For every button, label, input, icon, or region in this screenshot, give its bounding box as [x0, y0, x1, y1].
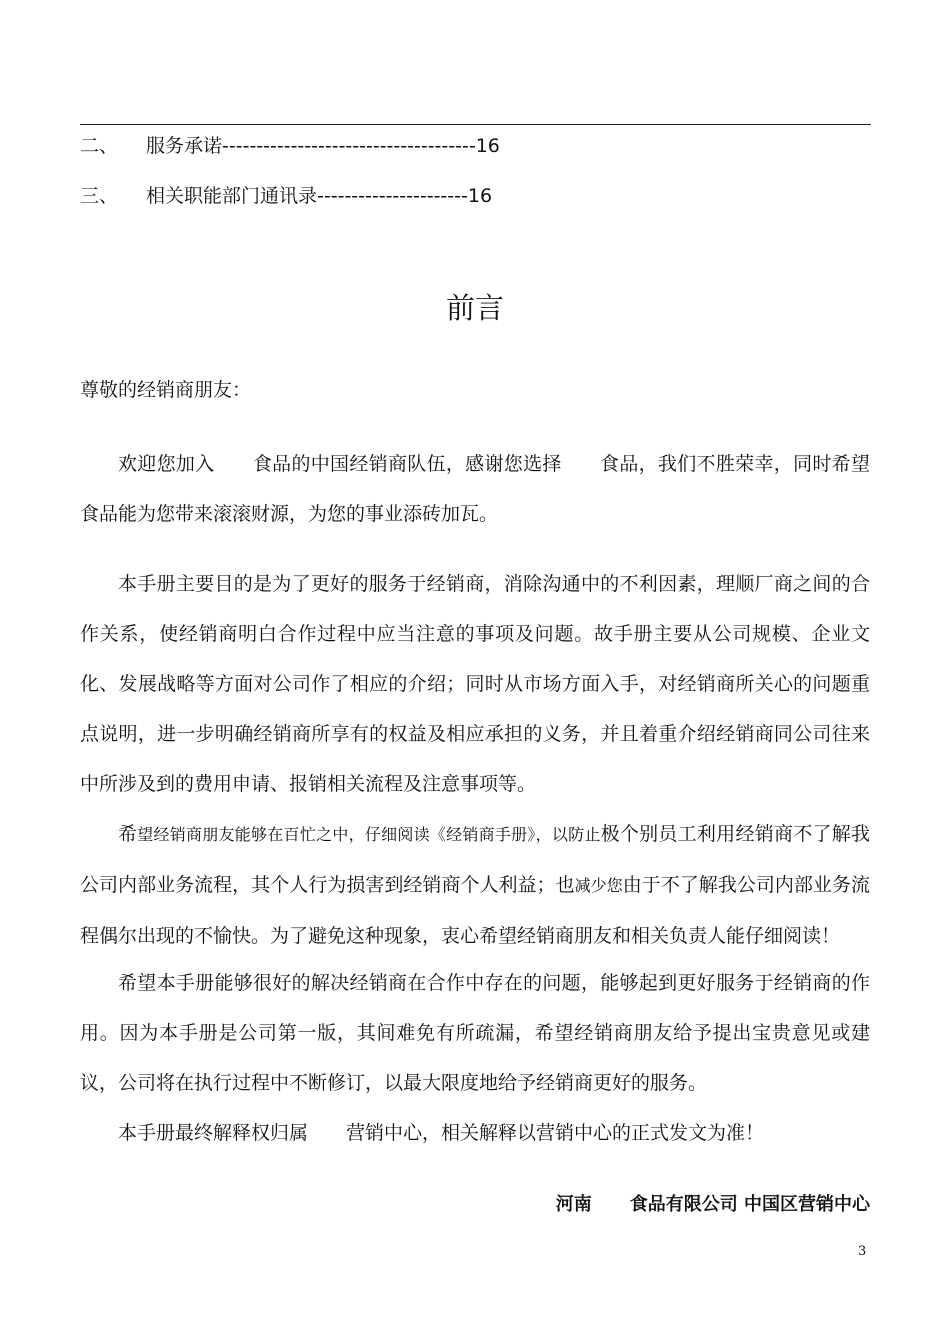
signature-region: 河南: [555, 1194, 592, 1215]
paragraph-reading: [80, 809, 870, 961]
welcome-text-b: 食品的中国经销商队伍，感谢您选择: [252, 453, 562, 475]
interpretation-text-b: 营销中心，相关解释以营销中心的正式发文为准！: [346, 1122, 765, 1144]
paragraph-welcome: [80, 439, 870, 539]
toc-leader: ----------------------: [317, 185, 468, 207]
header-rule: [80, 124, 871, 125]
reading-text-a: 希: [118, 823, 138, 845]
toc-leader: -------------------------------------: [222, 135, 476, 157]
page-number: 3: [858, 1244, 867, 1259]
welcome-text-a: 欢迎您加入: [118, 453, 215, 475]
toc-page: 16: [475, 135, 500, 157]
paragraph-hope: 希望本手册能够很好的解决经销商在合作中存在的问题，能够起到更好服务于经销商的作用。因为本手册是公司第一版，其间难免有所疏漏，希望经销商朋友给予提出宝贵意见或建议，公司将在执行过程中不断修订，以最大限度地给予经销商更好的服务。: [80, 972, 870, 1094]
toc-label: 服务承诺: [146, 135, 223, 157]
paragraph-purpose: 本手册主要目的是为了更好的服务于经销商，消除沟通中的不利因素，理顺厂商之间的合作关系，使经销商明白合作过程中应当注意的事项及问题。故手册主要从公司规模、企业文化、发展战略等方面对公司作了相应的介绍；同时从市场方面入手，对经销商所关心的问题重点说明，进一步明确经销商所享有的权益及相应承担的义务，并且着重介绍经销商同公司往来中所涉及到的费用申请、报销相关流程及注意事项等。: [80, 573, 870, 795]
toc-page: 16: [467, 185, 493, 207]
reading-text-c: 极个别员工利用经销商不了解我公司内部业务流程，其个人行为损害到经销商个人利益；也: [80, 823, 870, 896]
interpretation-text-a: 本手册最终解释权归属: [118, 1122, 309, 1144]
signature-company: 食品有限公司 中国区营销中心: [629, 1194, 870, 1215]
paragraph-interpretation: [80, 1108, 870, 1158]
toc-entry-directory[interactable]: [80, 184, 492, 208]
toc-entry-service[interactable]: [80, 134, 500, 158]
reading-text-d: 减少您: [574, 876, 623, 895]
reading-text-b: 望经销商朋友能够在百忙之中，仔细阅读《经销商手册》，以防止: [137, 825, 601, 844]
toc-number: 三、: [80, 185, 119, 207]
salutation: 尊敬的经销商朋友：: [80, 379, 252, 401]
toc-label: 相关职能部门通讯录: [146, 185, 318, 207]
page-title: 前言: [445, 291, 504, 325]
toc-number: 二、: [80, 135, 119, 157]
welcome-text-c: 食品，我们不胜荣幸，同时希望食品能为您带来滚滚财源，为您的事业添砖加瓦。: [80, 453, 870, 525]
reading-text-e: 由于不了解我公司内部业务流程偶尔出现的不愉快。为了避免这种现象，衷心希望经销商朋友和相关负责人能仔细阅读！: [80, 874, 870, 947]
signature: [556, 1192, 870, 1218]
